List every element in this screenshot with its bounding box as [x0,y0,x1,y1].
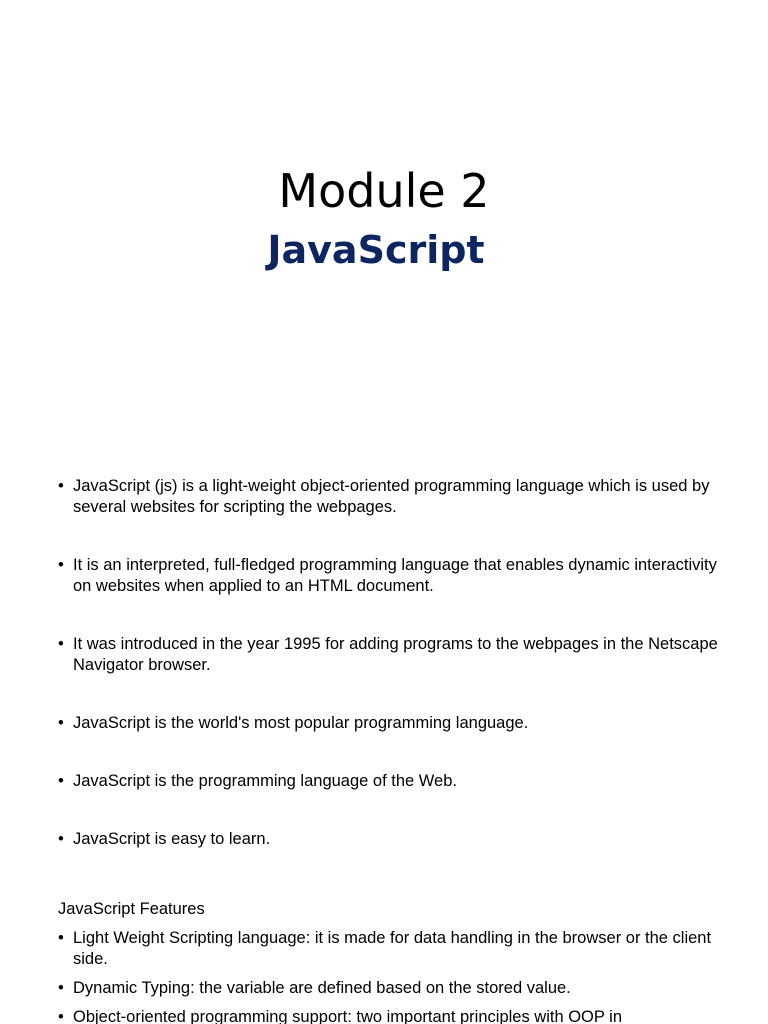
list-item-text: Object-oriented programming support: two important principles with OOP in [73,1008,623,1024]
slide-subtitle: JavaScript [267,228,485,272]
list-item [58,476,738,518]
list-item-text: JavaScript (js) is a light-weight object-oriented programming language which is used by several websites for scripting the webpages. [73,477,710,516]
bullet-icon: • [58,714,64,732]
slide-title: Module 2 [278,164,490,218]
bullet-icon: • [58,772,64,790]
list-item [58,771,738,792]
bullet-icon: • [58,477,64,495]
list-item-text: JavaScript is the world's most popular programming language. [73,714,529,732]
list-item-text: It was introduced in the year 1995 for adding programs to the webpages in the Netscape Navigator browser. [73,635,718,674]
bullet-icon: • [58,830,64,848]
intro-bullet-list [58,476,738,850]
bullet-icon: • [58,929,64,947]
bullet-icon: • [58,635,64,653]
bullet-icon: • [58,979,64,997]
list-item-text: It is an interpreted, full-fledged programming language that enables dynamic interactivity on websites when applied to an HTML document. [73,556,717,595]
bullet-icon: • [58,556,64,574]
features-heading: JavaScript Features [58,900,205,918]
list-item-text: Dynamic Typing: the variable are defined based on the stored value. [73,979,571,997]
list-item [58,713,738,734]
list-item [58,634,738,676]
list-item [58,555,738,597]
list-item [58,1007,738,1024]
list-item-text: JavaScript is easy to learn. [73,830,271,848]
features-bullet-list [58,928,738,1024]
list-item [58,928,738,970]
list-item [58,978,738,999]
list-item-text: Light Weight Scripting language: it is made for data handling in the browser or the client side. [73,929,712,968]
list-item-text: JavaScript is the programming language of the Web. [73,772,457,790]
bullet-icon: • [58,1008,64,1024]
list-item [58,829,738,850]
